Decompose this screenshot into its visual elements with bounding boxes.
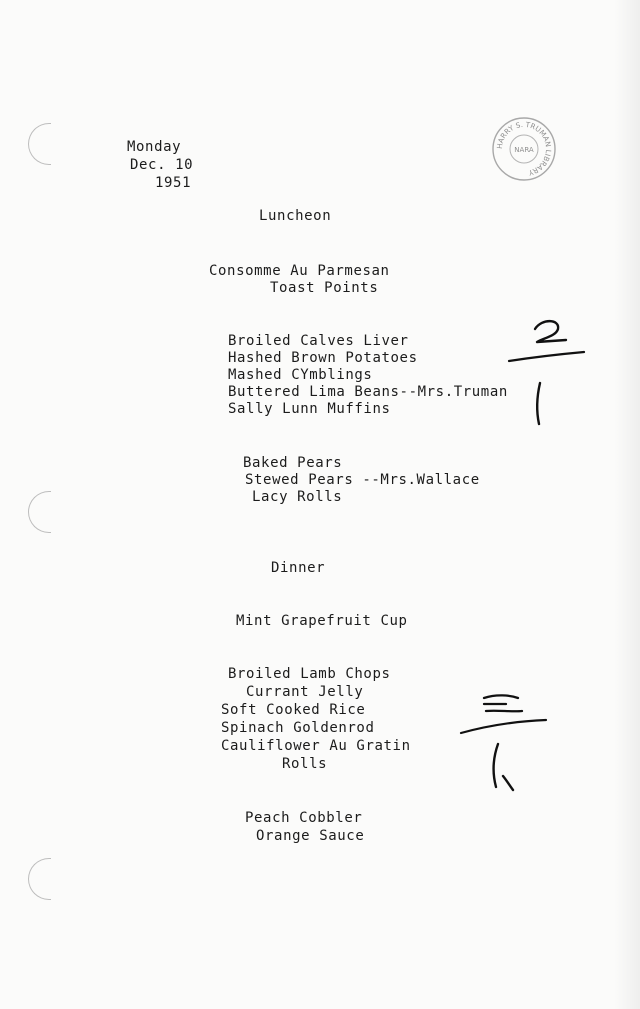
stamp-ring-text: HARRY S. TRUMAN LIBRARY (494, 119, 554, 178)
menu-item: Toast Points (270, 280, 379, 296)
menu-item: Sally Lunn Muffins (228, 401, 391, 417)
year-label: 1951 (155, 175, 192, 191)
menu-item: Broiled Calves Liver (228, 333, 409, 349)
menu-item: Lacy Rolls (252, 489, 343, 505)
handwritten-digit (535, 321, 566, 342)
menu-item: Buttered Lima Beans--Mrs.Truman (228, 384, 508, 400)
stamp-center-text: NARA (514, 146, 534, 154)
day-label: Monday (127, 139, 182, 155)
menu-item: Baked Pears (243, 455, 343, 471)
menu-item: Orange Sauce (256, 828, 365, 844)
menu-item: Cauliflower Au Gratin (221, 738, 411, 754)
handwritten-digit (484, 695, 522, 711)
menu-item: Spinach Goldenrod (221, 720, 375, 736)
menu-item: Mint Grapefruit Cup (236, 613, 408, 629)
handwritten-fraction-line (509, 352, 584, 361)
handwritten-fraction-line (461, 720, 546, 733)
menu-item: Soft Cooked Rice (221, 702, 366, 718)
date-label: Dec. 10 (130, 157, 194, 173)
handwritten-digit (537, 383, 540, 424)
menu-item: Hashed Brown Potatoes (228, 350, 418, 366)
menu-item: Broiled Lamb Chops (228, 666, 391, 682)
menu-item: Stewed Pears --Mrs.Wallace (245, 472, 480, 488)
handwritten-digit (494, 744, 513, 790)
menu-item: Peach Cobbler (245, 810, 363, 826)
menu-item: Mashed CYmblings (228, 367, 373, 383)
menu-item: Currant Jelly (246, 684, 364, 700)
luncheon-heading: Luncheon (259, 208, 332, 224)
menu-item: Rolls (282, 756, 328, 772)
menu-item: Consomme Au Parmesan (209, 263, 390, 279)
dinner-heading: Dinner (271, 560, 326, 576)
